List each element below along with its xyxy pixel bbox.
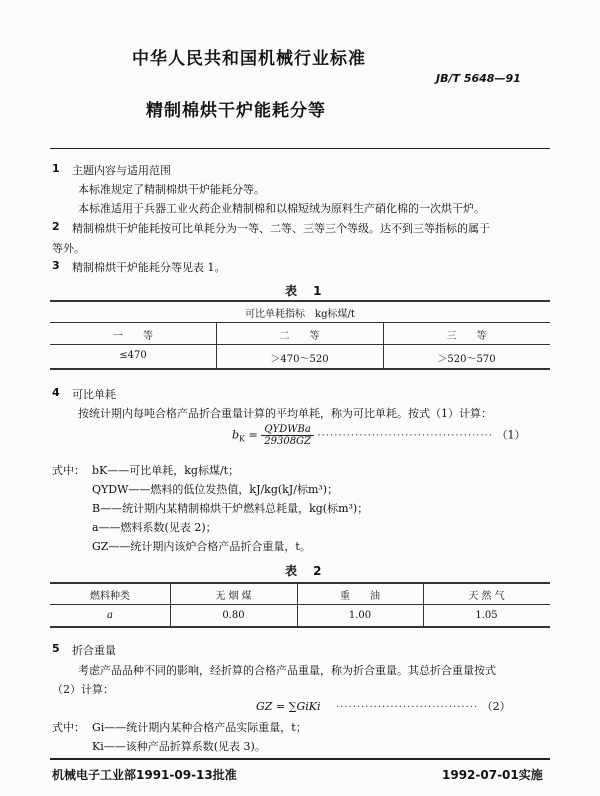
table-2-divider-2	[297, 582, 298, 626]
footer-rule	[50, 758, 550, 760]
table-1-col-2: 二 等	[279, 331, 320, 342]
section-2-number: 2	[52, 220, 60, 233]
table-2-col-3: 重 油	[340, 591, 380, 602]
section-2-line-2: 等外。	[52, 242, 85, 255]
table-2-divider-3	[423, 582, 424, 626]
table-1-header-rule	[50, 322, 550, 323]
section-2-line-1: 精制棉烘干炉能耗按可比单耗分为一等、二等、三等三个等级。达不到三等指标的属于	[72, 222, 490, 235]
table-1-col-1: 一 等	[113, 331, 153, 342]
formula-1-tag: （1）	[496, 428, 526, 442]
table-2-value-1: 0.80	[222, 610, 245, 621]
table-2-col-2: 无 烟 煤	[215, 591, 252, 602]
table-2-col-1: 燃料种类	[90, 591, 130, 602]
table-2-value-2: 1.00	[348, 610, 372, 621]
table-2-row-rule	[50, 604, 550, 605]
section-3-text: 精制棉烘干炉能耗分等见表 1。	[72, 261, 226, 274]
section-1-paragraph-1: 本标准规定了精制棉烘干炉能耗分等。	[78, 183, 265, 196]
table-2-row-label: a	[107, 610, 113, 621]
table-1-value-1: ≤470	[119, 350, 147, 361]
table-1-value-2: ＞470～520	[270, 354, 329, 365]
table-2-value-3: 1.05	[475, 610, 498, 621]
section-1-paragraph-2: 本标准适用于兵器工业火药企业精制棉和以棉短绒为原料生产硝化棉的一次烘干炉。	[78, 202, 485, 215]
section-4-heading: 可比单耗	[72, 388, 116, 401]
effective-date: 1992-07-01实施	[442, 768, 543, 782]
table-1-divider-2	[383, 322, 384, 368]
formula-2: GZ = ∑GiKi ·································· （2）	[256, 700, 511, 713]
formula-1-lhs-sub: K	[239, 434, 246, 444]
section-4-where: 式中：	[52, 464, 85, 477]
definition-a: a——燃料系数(见表 2)；	[92, 521, 217, 534]
table-1-bottom-border	[50, 368, 550, 370]
standard-body: 中华人民共和国机械行业标准	[132, 49, 366, 69]
section-5-heading: 折合重量	[72, 644, 116, 657]
formula-1: $b_K$ = $\frac{\text{QYDWBa}}{29308GZ}$ ·········································· （1）	[232, 424, 526, 447]
table-1-caption: 表 1	[285, 284, 328, 298]
section-5-number: 5	[52, 642, 60, 655]
section-5-where: 式中：	[52, 721, 85, 734]
standard-code: JB/T 5648—91	[436, 72, 521, 85]
definition-b: B——统计期内某精制棉烘干炉燃料总耗量，kg(标m³)；	[92, 502, 369, 515]
section-5-line-1: 考虑产品品种不同的影响，经折算的合格产品重量，称为折合重量。其总折合重量按式	[78, 664, 496, 677]
table-2-bottom-border	[50, 626, 550, 628]
section-3-number: 3	[52, 259, 60, 272]
formula-1-lhs: b	[232, 428, 240, 442]
definition-bk: bK——可比单耗，kg标煤/t；	[92, 464, 240, 477]
table-1-header: 可比单耗指标 kg标煤/t	[245, 309, 355, 320]
definition-gz: GZ——统计期内该炉合格产品折合重量，t。	[92, 540, 311, 553]
table-1-top-border	[50, 300, 550, 302]
table-1-col-3: 三 等	[446, 331, 487, 342]
section-4-text: 按统计期内每吨合格产品折合重量计算的平均单耗，称为可比单耗。按式（1）计算：	[78, 407, 492, 420]
table-2-caption: 表 2	[285, 564, 328, 578]
formula-1-denominator: 29308GZ	[264, 436, 311, 447]
formula-1-numerator: QYDWBa	[261, 424, 314, 436]
definition-qydw: QYDW——燃料的低位发热值，kJ/kg(kJ/标m³)；	[92, 483, 339, 496]
table-2-divider-1	[170, 582, 171, 626]
section-5-line-2: （2）计算：	[52, 683, 114, 696]
formula-2-tag: （2）	[481, 700, 511, 713]
header-rule	[50, 148, 550, 149]
section-4-number: 4	[52, 386, 60, 399]
table-1-row-rule	[50, 344, 550, 345]
table-1-divider-1	[216, 322, 217, 368]
formula-1-fraction	[261, 424, 314, 447]
definition-gi: Gi——统计期内某种合格产品实际重量，t；	[92, 721, 307, 734]
page-title: 精制棉烘干炉能耗分等	[146, 101, 326, 121]
table-1-value-3: ＞520～570	[437, 354, 496, 365]
table-2-top-border	[50, 582, 550, 584]
table-2-col-4: 天 然 气	[468, 591, 505, 602]
formula-2-expression: GZ = ∑GiKi	[256, 700, 321, 713]
approval-date: 机械电子工业部1991-09-13批准	[52, 768, 237, 782]
definition-ki: Ki——该种产品折算系数(见表 3)。	[92, 740, 266, 753]
section-1-number: 1	[52, 162, 60, 175]
section-1-heading: 主题内容与适用范围	[72, 164, 171, 177]
